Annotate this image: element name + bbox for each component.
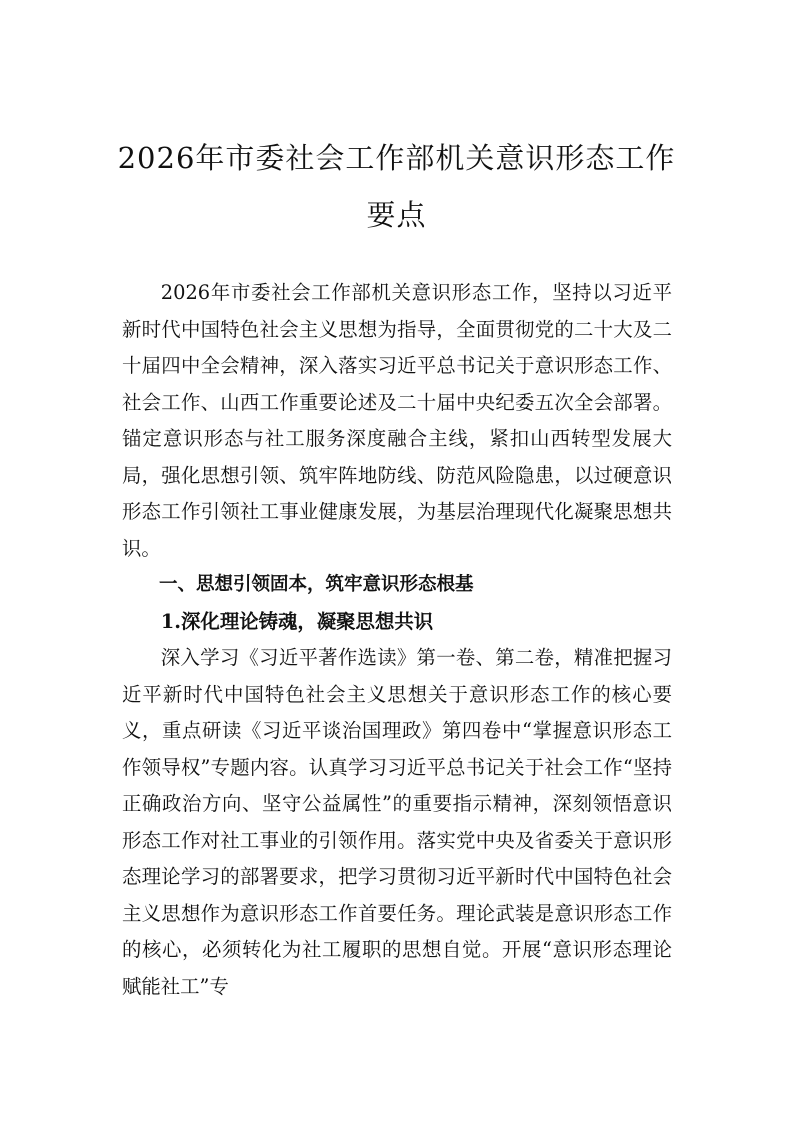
document-title-line1: 2026年市委社会工作部机关意识形态工作 [117, 141, 676, 175]
subsection-heading: 1.深化理论铸魂，凝聚思想共识 [160, 609, 434, 633]
document-title-line2: 要点 [366, 198, 427, 232]
section-heading: 一、思想引领固本，筑牢意识形态根基 [159, 574, 474, 595]
subsection-paragraph: 深入学习《习近平著作选读》第一卷、第二卷，精准把握习近平新时代中国特色社会主义思想关于意识形态工作的核心要义，重点研读《习近平谈治国理政》第四卷中“掌握意识形态工作领导权”专题内容。认真学习习近平总书记关于社会工作“坚持正确政治方向、坚守公益属性”的重要指示精神，深刻领悟意识形态工作对社工事业的引领作用。落实党中央及省委关于意识形态理论学习的部署要求，把学习贯彻习近平新时代中国特色社会主义思想作为意识形态工作首要任务。理论武装是意识形态工作的核心，必须转化为社工履职的思想自觉。开展“意识形态理论赋能社工”专 [122, 646, 672, 998]
intro-paragraph: 2026年市委社会工作部机关意识形态工作，坚持以习近平新时代中国特色社会主义思想为指导，全面贯彻党的二十大及二十届四中全会精神，深入落实习近平总书记关于意识形态工作、社会工作、山西工作重要论述及二十届中央纪委五次全会部署。锚定意识形态与社工服务深度融合主线，紧扣山西转型发展大局，强化思想引领、筑牢阵地防线、防范风险隐患，以过硬意识形态工作引领社工事业健康发展，为基层治理现代化凝聚思想共识。 [122, 281, 672, 560]
document-body [122, 275, 672, 1005]
